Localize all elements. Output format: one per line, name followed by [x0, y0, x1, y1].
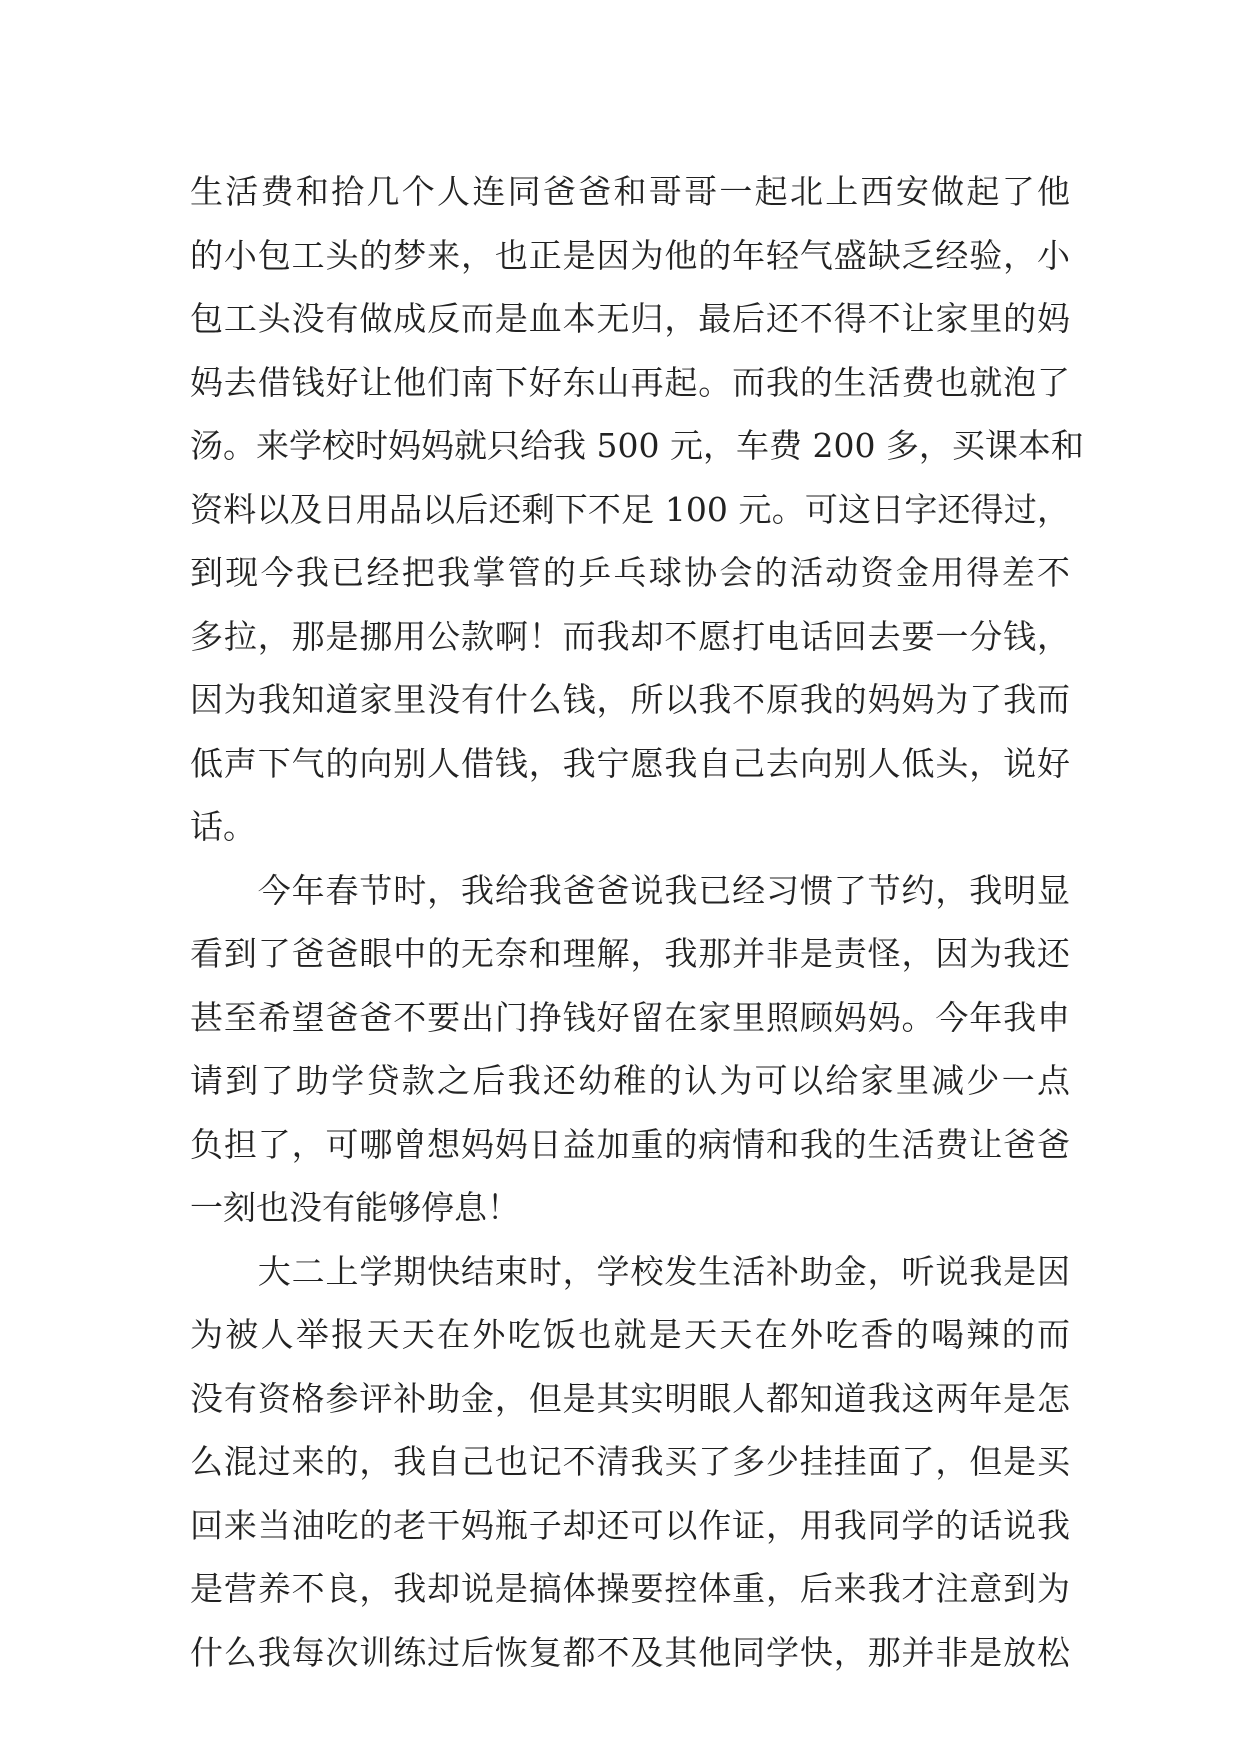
- text-line: 多拉，那是挪用公款啊！而我却不愿打电话回去要一分钱，: [190, 616, 1070, 656]
- text-line: 资料以及日用品以后还剩下不足 100 元。可这日字还得过，: [190, 489, 1070, 529]
- text-line: 什么我每次训练过后恢复都不及其他同学快，那并非是放松: [190, 1632, 1070, 1672]
- text-line: 没有资格参评补助金，但是其实明眼人都知道我这两年是怎: [190, 1378, 1070, 1418]
- text-line: 话。: [190, 807, 256, 846]
- text-line: 甚至希望爸爸不要出门挣钱好留在家里照顾妈妈。今年我申: [190, 997, 1070, 1037]
- text-line: 妈去借钱好让他们南下好东山再起。而我的生活费也就泡了: [190, 362, 1070, 402]
- text-line: 看到了爸爸眼中的无奈和理解，我那并非是责怪，因为我还: [190, 934, 1070, 973]
- text-line: 因为我知道家里没有什么钱，所以我不原我的妈妈为了我而: [190, 680, 1070, 719]
- text-line: 生活费和拾几个人连同爸爸和哥哥一起北上西安做起了他: [190, 172, 1070, 211]
- text-line: 为被人举报天天在外吃饭也就是天天在外吃香的喝辣的而: [190, 1315, 1070, 1354]
- text-line: 是营养不良，我却说是搞体操要控体重，后来我才注意到为: [190, 1569, 1070, 1608]
- text-line: 到现今我已经把我掌管的乒乓球协会的活动资金用得差不: [190, 553, 1070, 592]
- text-line: 一刻也没有能够停息！: [190, 1188, 520, 1227]
- paragraph-start-line: 大二上学期快结束时，学校发生活补助金，听说我是因: [190, 1251, 1070, 1291]
- body-text: [190, 160, 1084, 1684]
- text-line: 回来当油吃的老干妈瓶子却还可以作证，用我同学的话说我: [190, 1505, 1070, 1545]
- text-line: 请到了助学贷款之后我还幼稚的认为可以给家里减少一点: [190, 1061, 1070, 1100]
- text-line: 的小包工头的梦来，也正是因为他的年轻气盛缺乏经验，小: [190, 235, 1070, 275]
- text-line: 么混过来的，我自己也记不清我买了多少挂挂面了，但是买: [190, 1442, 1070, 1481]
- paragraph-start-line: 今年春节时，我给我爸爸说我已经习惯了节约，我明显: [190, 870, 1070, 910]
- text-line: 负担了，可哪曾想妈妈日益加重的病情和我的生活费让爸爸: [190, 1124, 1070, 1164]
- text-line: 低声下气的向别人借钱，我宁愿我自己去向别人低头，说好: [190, 743, 1070, 783]
- text-line: 汤。来学校时妈妈就只给我 500 元，车费 200 多，买课本和: [190, 426, 1084, 465]
- text-line: 包工头没有做成反而是血本无归，最后还不得不让家里的妈: [190, 299, 1070, 338]
